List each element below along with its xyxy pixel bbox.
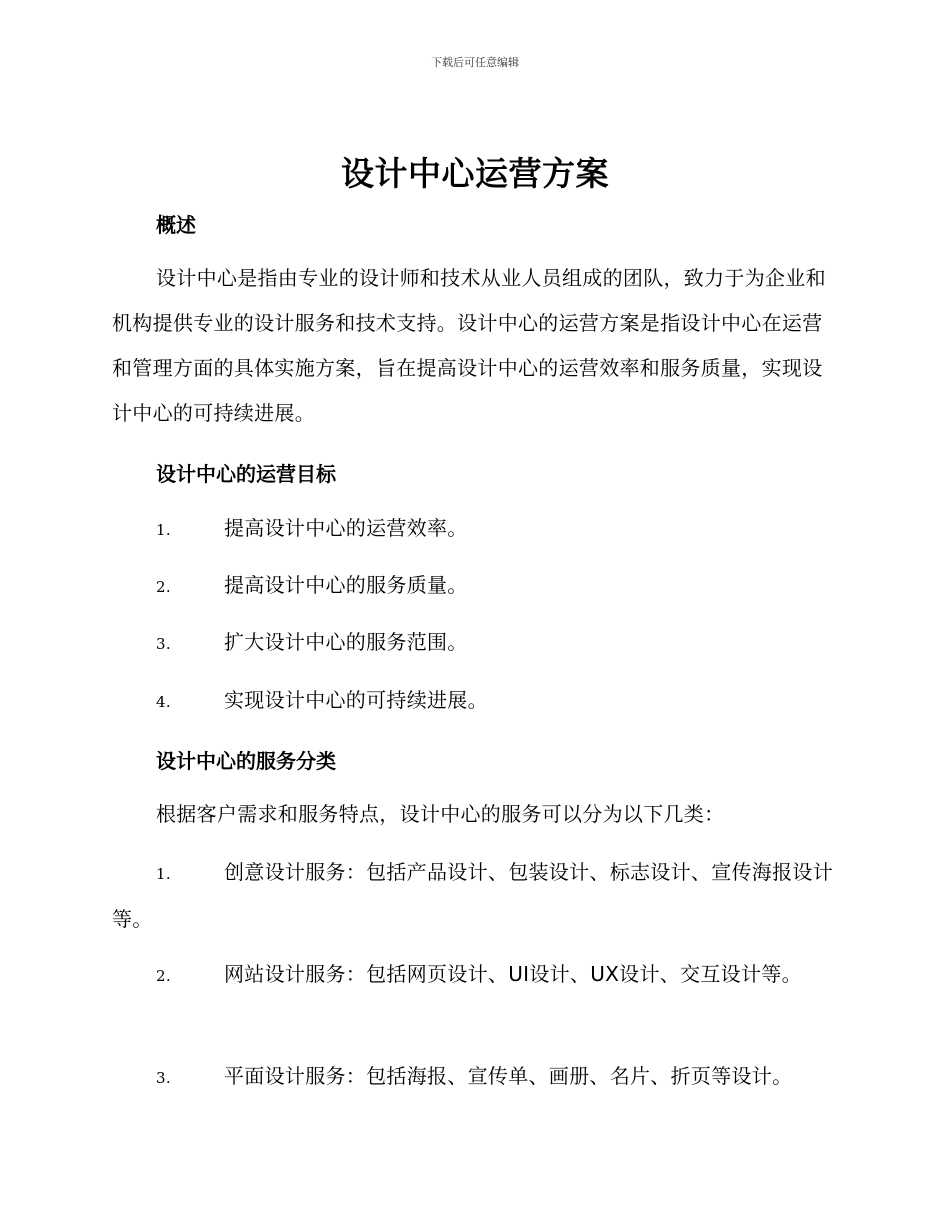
section-heading-overview: 概述 [156,213,196,237]
list-item [112,1054,834,1101]
list-item-number: 4. [156,693,171,711]
list-item-number: 3. [156,635,171,653]
list-item [112,563,834,610]
services-intro-paragraph: 根据客户需求和服务特点，设计中心的服务可以分为以下几类： [156,802,725,826]
list-item-text: 提高设计中心的服务质量。 [224,573,468,597]
list-item-number: 3. [156,1069,171,1087]
list-item-text: 提高设计中心的运营效率。 [224,516,468,540]
section-heading-services: 设计中心的服务分类 [156,749,336,773]
list-item [112,952,834,999]
page-header: 下载后可任意编辑 [431,56,519,69]
list-item-text: 平面设计服务：包括海报、宣传单、画册、名片、折页等设计。 [224,1064,793,1088]
section-heading-goals: 设计中心的运营目标 [156,462,336,486]
list-item-number: 2. [156,578,171,596]
list-item [112,678,834,725]
overview-paragraph: 设计中心是指由专业的设计师和技术从业人员组成的团队，致力于为企业和机构提供专业的设计服务和技术支持。设计中心的运营方案是指设计中心在运营和管理方面的具体实施方案，旨在提高设计中心的运营效率和服务质量，实现设计中心的可持续进展。 [112,266,826,425]
list-item [112,620,834,667]
list-item-number: 1. [156,521,171,539]
document-title: 设计中心运营方案 [341,154,609,193]
list-item-number: 1. [156,865,171,883]
list-item-number: 2. [156,967,171,985]
list-item-text: 网站设计服务：包括网页设计、UI设计、UX设计、交互设计等。 [224,962,802,986]
list-item-text: 实现设计中心的可持续进展。 [224,688,488,712]
list-item-text: 扩大设计中心的服务范围。 [224,630,468,654]
list-item-text: 创意设计服务：包括产品设计、包装设计、标志设计、宣传海报设计等。 [112,860,833,931]
list-item [112,850,834,942]
list-item [112,506,834,553]
